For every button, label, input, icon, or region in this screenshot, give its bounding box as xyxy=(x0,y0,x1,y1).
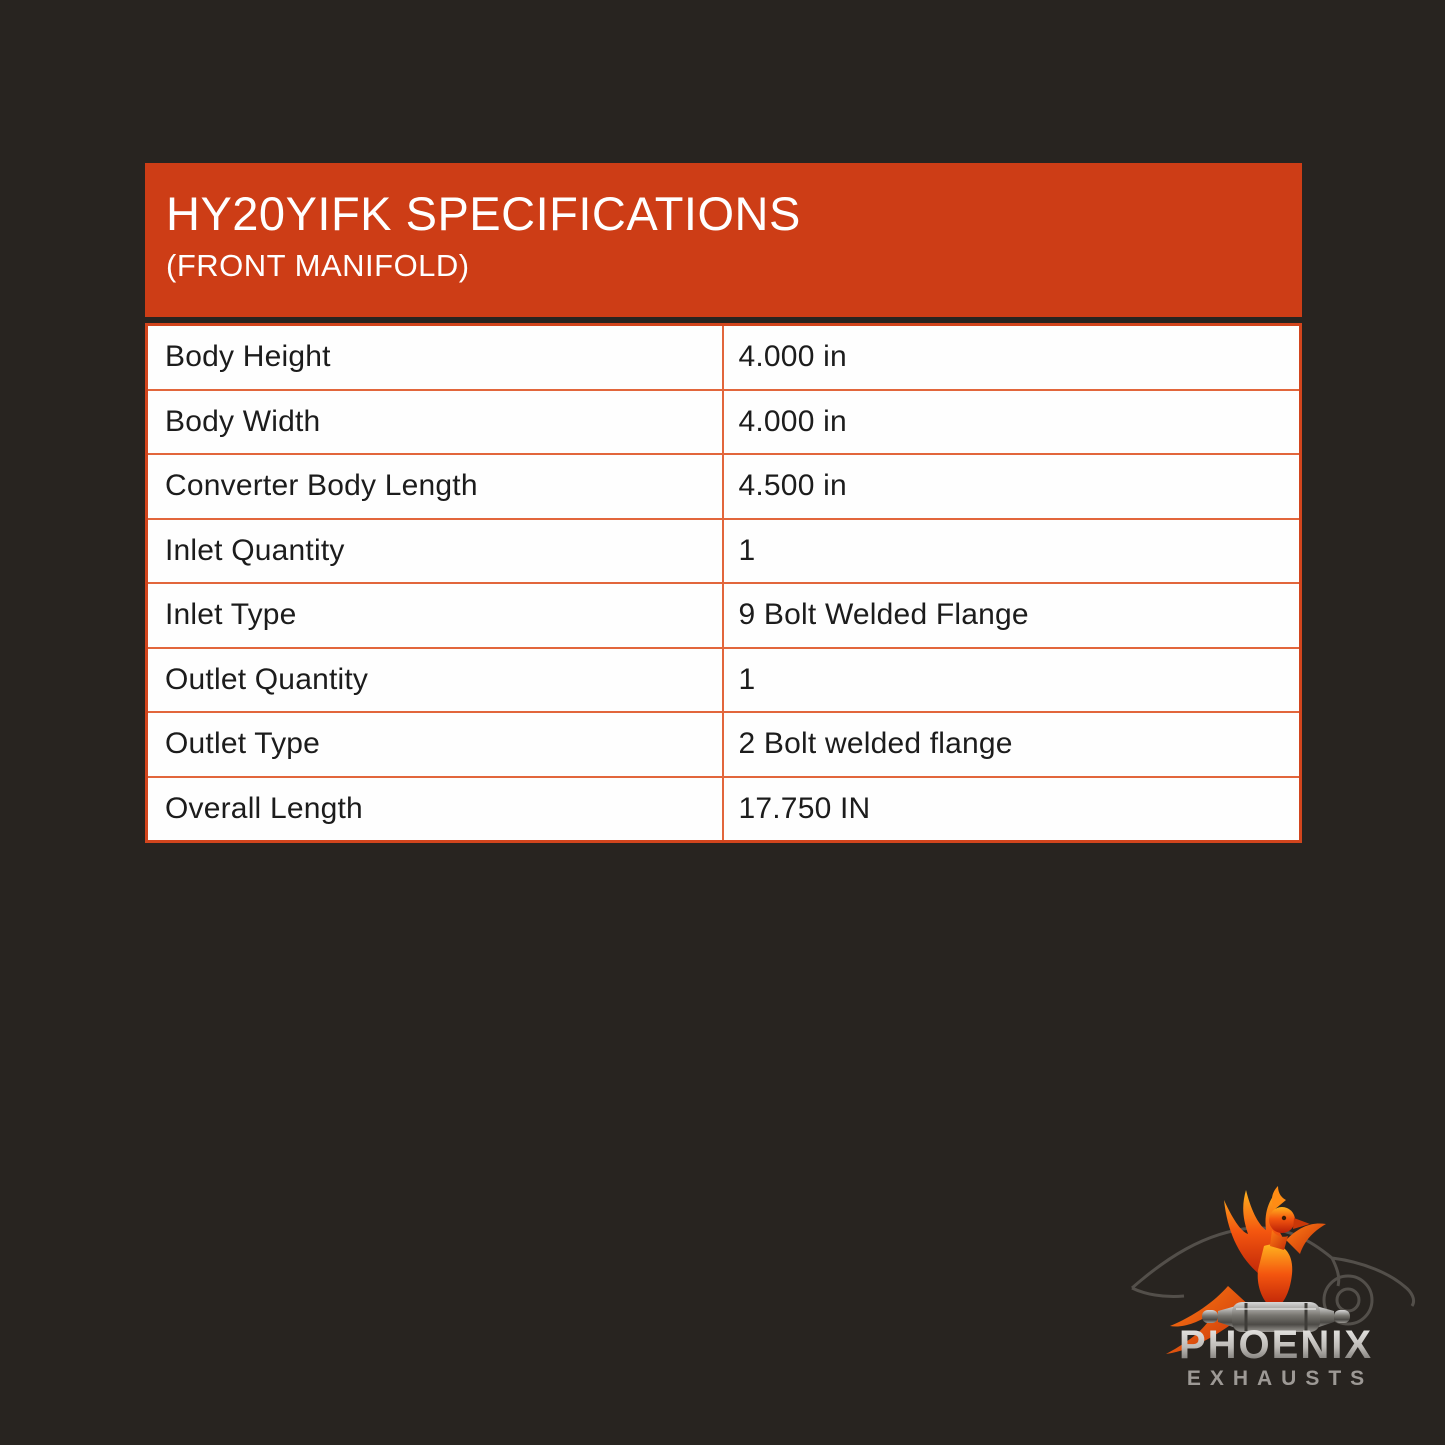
spec-header xyxy=(145,163,1302,317)
table-row xyxy=(148,326,1299,389)
brand-name: PHOENIX xyxy=(1178,1323,1374,1367)
spec-label: Outlet Type xyxy=(148,713,724,776)
brand-logo xyxy=(1124,1182,1428,1396)
spec-label: Inlet Type xyxy=(148,584,724,647)
table-row xyxy=(148,776,1299,841)
spec-table xyxy=(145,323,1302,843)
spec-value: 4.000 in xyxy=(738,404,847,438)
spec-value: 4.000 in xyxy=(738,340,847,374)
table-row xyxy=(148,453,1299,518)
table-row xyxy=(148,518,1299,583)
spec-value: 9 Bolt Welded Flange xyxy=(738,598,1029,632)
page-title: HY20YIFK SPECIFICATIONS xyxy=(166,187,801,240)
spec-label: Overall Length xyxy=(148,778,724,841)
spec-value: 1 xyxy=(738,662,756,696)
table-row xyxy=(148,582,1299,647)
spec-label: Body Width xyxy=(148,391,724,454)
spec-label: Body Height xyxy=(148,326,724,389)
brand-tagline: EXHAUSTS xyxy=(1186,1367,1374,1390)
spec-value: 4.500 in xyxy=(738,469,847,503)
phoenix-exhausts-logo xyxy=(1124,1182,1428,1396)
table-row xyxy=(148,647,1299,712)
spec-label: Converter Body Length xyxy=(148,455,724,518)
table-row xyxy=(148,711,1299,776)
spec-value: 1 xyxy=(738,533,756,567)
spec-label: Outlet Quantity xyxy=(148,649,724,712)
spec-value: 2 Bolt welded flange xyxy=(738,727,1013,761)
spec-label: Inlet Quantity xyxy=(148,520,724,583)
table-row xyxy=(148,389,1299,454)
page-subtitle: (FRONT MANIFOLD) xyxy=(166,248,470,284)
spec-value: 17.750 IN xyxy=(738,791,871,825)
